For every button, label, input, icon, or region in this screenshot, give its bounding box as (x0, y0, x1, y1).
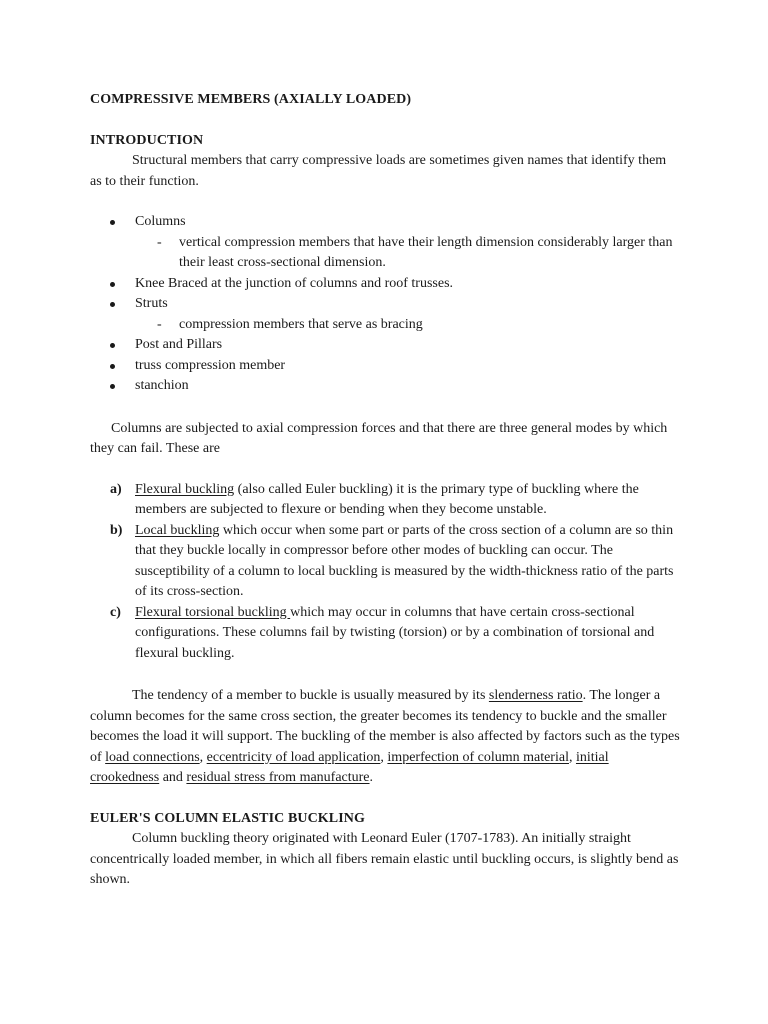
sub-list (135, 233, 680, 274)
document-title: COMPRESSIVE MEMBERS (AXIALLY LOADED) (90, 92, 412, 107)
euler-paragraph: Column buckling theory originated with Leonard Euler (1707-1783). An initially straight concentrically loaded member, in which all fibers remain elastic until buckling occurs, is slightly bend as shown. (90, 831, 679, 887)
sub-list (135, 315, 680, 336)
sub-list-item (90, 315, 680, 336)
text-run: . The longer a column becomes for the same cross section, the greater becomes its tendency to buckle and the smaller becomes the load it will support. The buckling of the member is also affected by factors such as the types of (90, 688, 680, 765)
document-page (90, 90, 680, 891)
list-item-label: Post and Pillars (135, 337, 223, 352)
list-item-label: Struts (135, 296, 168, 311)
slenderness-paragraph (90, 686, 680, 789)
list-marker: c) (110, 604, 121, 620)
list-item-label: Knee Braced at the junction of columns and roof trusses. (135, 275, 454, 291)
intro-heading: INTRODUCTION (90, 132, 204, 148)
text-run: The tendency of a member to buckle is usually measured by its (132, 688, 489, 703)
bullet-icon (110, 384, 115, 389)
mode-term: Flexural buckling (135, 481, 235, 497)
sub-list-item-text: compression members that serve as bracing (179, 316, 423, 332)
text-run: . (369, 770, 374, 785)
text-run: , (380, 749, 388, 765)
member-types-list (90, 212, 680, 397)
bullet-icon (110, 364, 115, 369)
list-item (90, 376, 680, 397)
underlined-term: slenderness ratio (488, 688, 583, 703)
intro-paragraph: Structural members that carry compressive loads are sometimes given names that identify them as to their function. (90, 153, 667, 189)
list-item (90, 212, 680, 274)
underlined-term: eccentricity of load application (206, 749, 381, 765)
dash-icon: - (157, 316, 162, 332)
sub-list-item (90, 233, 680, 274)
list-marker: a) (110, 481, 122, 497)
list-item (90, 356, 680, 377)
modes-intro-paragraph: Columns are subjected to axial compression forces and that there are three general modes by which they can fail. These are (90, 420, 668, 456)
list-item (90, 480, 680, 521)
bullet-icon (110, 302, 115, 307)
underlined-term: load connections (105, 749, 200, 765)
bullet-icon (110, 343, 115, 348)
list-item-label: Columns (135, 214, 186, 229)
dash-icon: - (157, 234, 162, 250)
list-item (90, 521, 680, 603)
list-item-label: stanchion (135, 378, 189, 393)
underlined-term: residual stress from manufacture (186, 770, 370, 785)
list-item-label: truss compression member (135, 357, 286, 373)
mode-term: Local buckling (135, 522, 220, 538)
bullet-icon (110, 220, 115, 225)
list-item (90, 274, 680, 295)
text-run: , (568, 749, 576, 765)
euler-heading: EULER'S COLUMN ELASTIC BUCKLING (90, 810, 365, 826)
list-item (90, 335, 680, 356)
list-marker: b) (110, 522, 123, 538)
mode-text: (also called Euler buckling) it is the primary type of buckling where the members are subjected to flexure or bending when they become unstable. (135, 481, 639, 517)
mode-text: which occur when some part or parts of the cross section of a column are so thin that they buckle locally in compressor before other modes of buckling can occur. The susceptibility of a column to local buckling is measured by the width-thickness ratio of the parts of its cross-section. (135, 522, 674, 599)
underlined-term: initial crookedness (90, 749, 609, 785)
underlined-term: imperfection of column material (387, 749, 569, 765)
mode-text: which may occur in columns that have certain cross-sectional configurations. These columns fail by twisting (torsion) or by a combination of torsional and flexural buckling. (135, 604, 655, 661)
text-run: and (159, 770, 187, 785)
mode-term: Flexural torsional buckling (135, 604, 291, 620)
failure-modes-list (90, 480, 680, 665)
text-run: , (199, 749, 207, 765)
list-item (90, 603, 680, 665)
list-item (90, 294, 680, 335)
sub-list-item-text: vertical compression members that have their length dimension considerably larger than their least cross-sectional dimension. (179, 234, 673, 270)
bullet-icon (110, 282, 115, 287)
